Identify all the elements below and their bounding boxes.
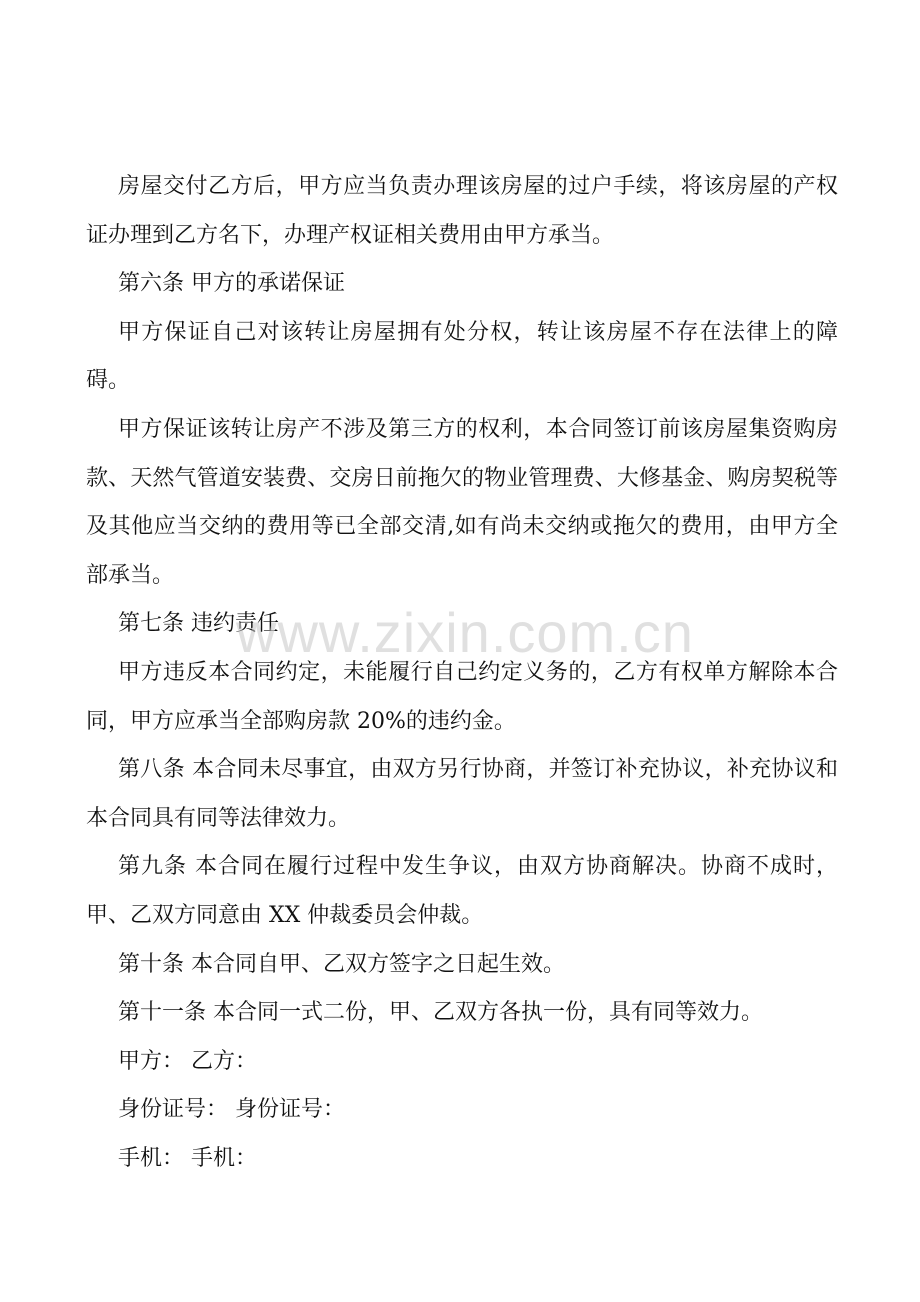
mobile-line: 手机： 手机： [118, 1145, 257, 1171]
article-11: 第十一条 本合同一式二份，甲、乙双方各执一份，具有同等效力。 [118, 1000, 763, 1026]
id-number-line: 身份证号： 身份证号： [118, 1097, 345, 1123]
article-9: 第九条 本合同在履行过程中发生争议，由双方协商解决。协商不成时，甲、乙双方同意由 XX 仲裁委员会仲裁。 [86, 854, 838, 928]
article-6-heading: 第六条 甲方的承诺保证 [118, 271, 345, 297]
paragraph-breach-penalty: 甲方违反本合同约定，未能履行自己约定义务的，乙方有权单方解除本合同，甲方应承当全部购房款 20%的违约金。 [86, 659, 838, 734]
paragraph-no-third-party-rights: 甲方保证该转让房产不涉及第三方的权利，本合同签订前该房屋集资购房款、天然气管道安装费、交房日前拖欠的物业管理费、大修基金、购房契税等及其他应当交纳的费用等已全部交清,如有尚未交纳或拖欠的费用，由甲方全部承当。 [86, 416, 838, 588]
article-7-heading: 第七条 违约责任 [118, 611, 279, 637]
article-10: 第十条 本合同自甲、乙双方签字之日起生效。 [118, 951, 565, 977]
paragraph-transfer-procedure: 房屋交付乙方后，甲方应当负责办理该房屋的过户手续，将该房屋的产权证办理到乙方名下，办理产权证相关费用由甲方承当。 [86, 174, 838, 248]
site-watermark: www.zixin.com.cn [236, 601, 694, 664]
paragraph-disposal-right: 甲方保证自己对该转让房屋拥有处分权，转让该房屋不存在法律上的障碍。 [86, 319, 838, 394]
contract-body [86, 163, 838, 1183]
article-8: 第八条 本合同未尽事宜，由双方另行协商，并签订补充协议，补充协议和本合同具有同等法律效力。 [86, 757, 838, 831]
signature-party-line: 甲方： 乙方： [118, 1048, 257, 1074]
